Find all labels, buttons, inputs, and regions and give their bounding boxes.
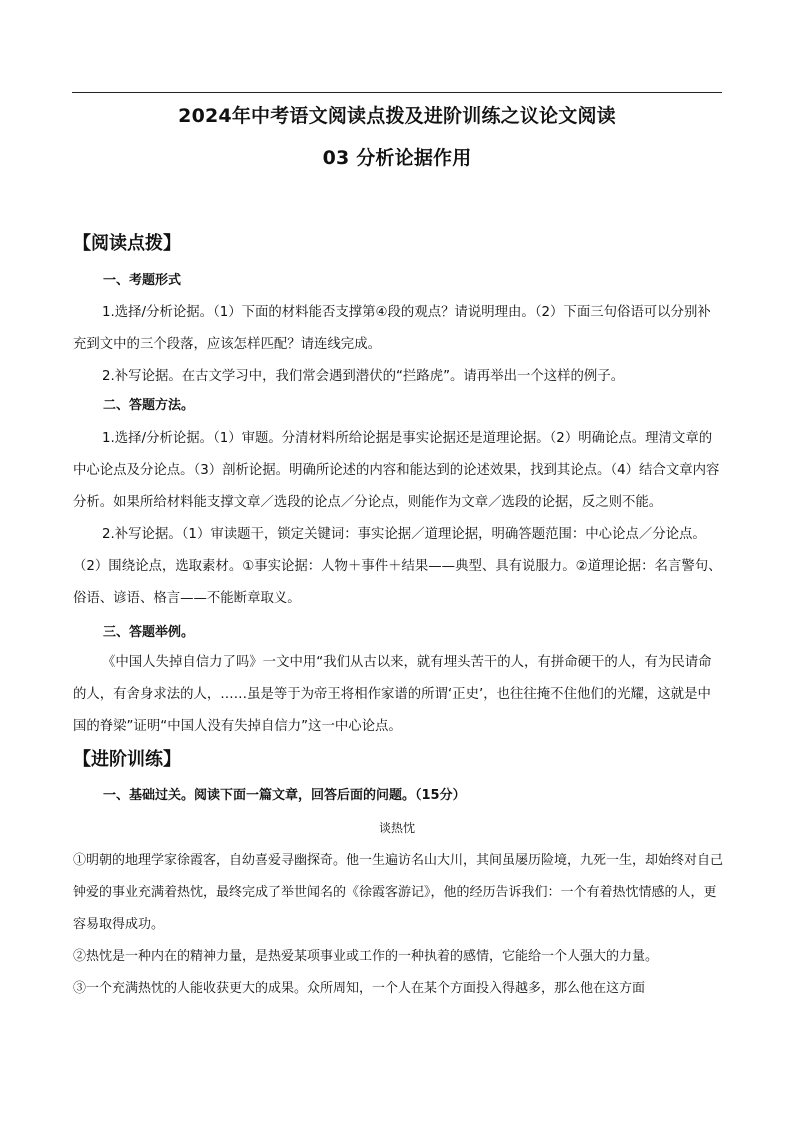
article-title: 谈热忱 [378, 821, 415, 835]
paragraph-example: 《中国人失掉自信力了吗》一文中用“我们从古以来，就有埋头苦干的人，有拼命硬干的人，有为民请命的人，有舍身求法的人，……虽是等于为帝王将相作家谱的所谓‘正史’，也往往掩不住他们的光耀，这就是中国的脊梁”证明“中国人没有失掉自信力”这一中心论点。 [73, 655, 712, 734]
section-heading-advanced-training: 【进阶训练】 [73, 749, 181, 770]
subheading-question-forms: 一、考题形式 [103, 273, 182, 288]
document-title: 2024年中考语文阅读点拨及进阶训练之议论文阅读 [178, 105, 616, 127]
paragraph-supplement-evidence: 2.补写论据。在古文学习中，我们常会遇到潜伏的“拦路虎”。请再举出一个这样的例子。 [102, 369, 625, 384]
paragraph-method-select-analyze: 1.选择/分析论据。（1）审题。分清材料所给论据是事实论据还是道理论据。（2）明确论点。理清文章的中心论点及分论点。（3）剖析论据。明确所论述的内容和能达到的论述效果，找到其论点。（4）结合文章内容分析。如果所给材料能支撑文章／选段的论点／分论点，则能作为文章／选段的论据，反之则不能。 [73, 431, 720, 510]
subheading-answer-methods: 二、答题方法。 [103, 398, 195, 413]
section-heading-reading-tips: 【阅读点拨】 [73, 233, 181, 254]
subheading-answer-examples: 三、答题举例。 [103, 625, 195, 640]
subheading-basic-level: 一、基础过关。阅读下面一篇文章，回答后面的问题。（15分） [103, 788, 466, 803]
paragraph-method-supplement: 2.补写论据。（1）审读题干，锁定关键词：事实论据／道理论据，明确答题范围：中心论点／分论点。（2）围绕论点，选取素材。①事实论据：人物＋事件＋结果——典型、具有说服力。②道理论据：名言警句、俗语、谚语、格言——不能断章取义。 [73, 527, 722, 606]
article-paragraph-1: ①明朝的地理学家徐霞客，自幼喜爱寻幽探奇。他一生遍访名山大川，其间虽屡历险境，九死一生，却始终对自己钟爱的事业充满着热忱，最终完成了举世闻名的《徐霞客游记》，他的经历告诉我们：一个有着热忱情感的人，更容易取得成功。 [73, 853, 724, 932]
paragraph-select-analyze-evidence: 1.选择/分析论据。（1）下面的材料能否支撑第④段的观点？请说明理由。（2）下面三句俗语可以分别补充到文中的三个段落，应该怎样匹配？请连线完成。 [73, 305, 711, 352]
top-rule [72, 92, 722, 93]
article-paragraph-2: ②热忱是一种内在的精神力量，是热爱某项事业或工作的一种执着的感情，它能给一个人强大的力量。 [73, 949, 659, 964]
article-paragraph-3: ③一个充满热忱的人能收获更大的成果。众所周知，一个人在某个方面投入得越多，那么他在这方面 [73, 981, 646, 996]
document-subtitle: 03 分析论据作用 [322, 147, 472, 169]
